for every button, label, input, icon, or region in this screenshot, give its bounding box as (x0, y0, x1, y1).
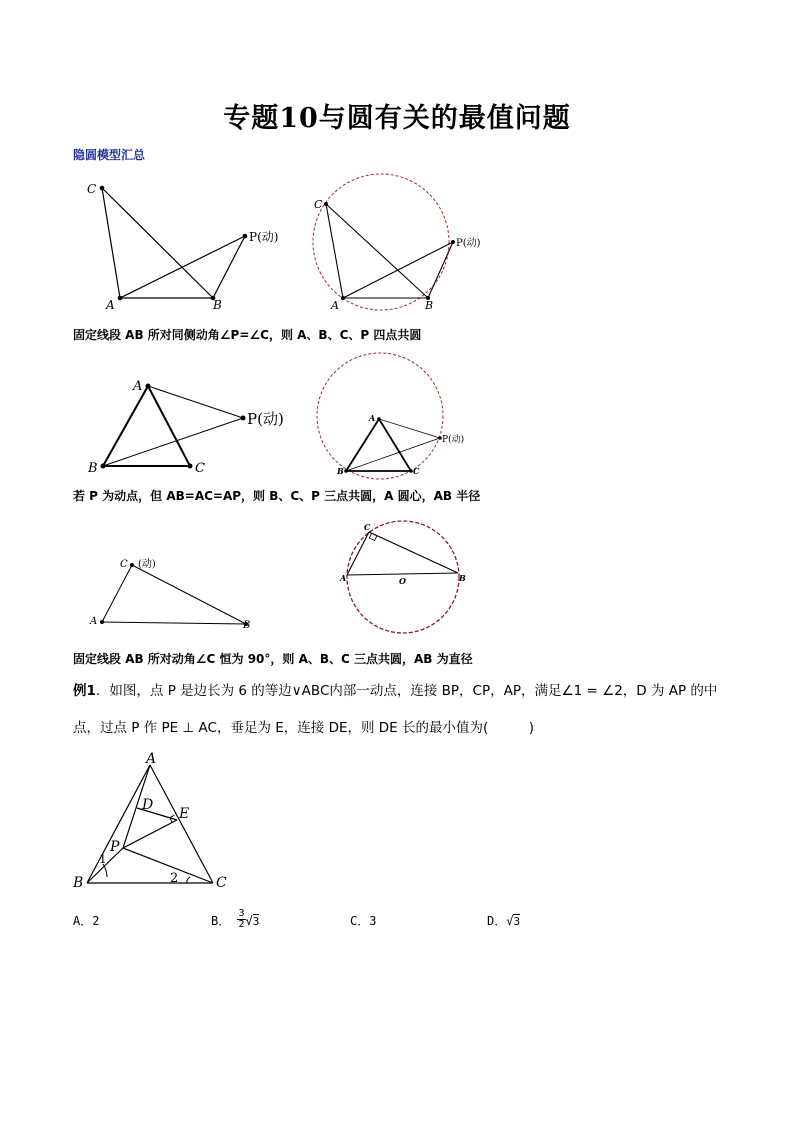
label-C-dynamic: (动) (138, 559, 156, 570)
fraction-denominator: 2 (238, 919, 245, 930)
caption-1: 固定线段 AB 所对同侧动角∠P=∠C，则 A、B、C、P 四点共圆 (73, 328, 422, 342)
label-C: C (364, 522, 371, 532)
section-heading: 隐圆模型汇总 (73, 148, 146, 162)
label-A: A (90, 616, 98, 627)
label-A: A (146, 752, 157, 767)
label-A: A (340, 573, 347, 583)
label-C: C (216, 875, 227, 891)
label-P-dynamic: P(动) (456, 238, 481, 249)
radicand: 3 (513, 915, 521, 928)
caption-3: 固定线段 AB 所对动角∠C 恒为 90°，则 A、B、C 三点共圆，AB 为直径 (73, 652, 473, 666)
label-B: B (425, 299, 434, 312)
label-C: C (87, 182, 97, 196)
angle-1-label: 1 (99, 852, 107, 866)
label-B: B (213, 298, 222, 312)
option-d[interactable] (487, 912, 520, 929)
option-c[interactable]: C．3 (350, 914, 377, 928)
fraction-numerator: 3 (238, 908, 245, 919)
label-D: D (142, 797, 154, 813)
option-b-prefix: B． (211, 914, 231, 928)
page-title: 专题10与圆有关的最值问题 (223, 103, 571, 134)
angle-2-label: 2 (170, 871, 179, 886)
label-P: P (110, 839, 120, 855)
figure-3-left (85, 552, 265, 632)
label-C: C (413, 466, 420, 476)
example-line-2: 点，过点 P 作 PE ⊥ AC，垂足为 E，连接 DE，则 DE 长的最小值为( ) (73, 720, 535, 736)
label-A: A (133, 379, 143, 394)
caption-2: 若 P 为动点，但 AB=AC=AP，则 B、C、P 三点共圆，A 圆心，AB 半径 (73, 489, 481, 503)
label-O: O (399, 576, 406, 586)
label-B: B (73, 875, 84, 891)
option-b[interactable] (211, 908, 260, 930)
label-B: B (88, 461, 98, 476)
label-P-dynamic: P(动) (247, 410, 284, 428)
label-B: B (459, 573, 466, 583)
radicand: 3 (252, 915, 260, 928)
label-E: E (179, 806, 190, 822)
label-B: B (337, 466, 344, 476)
label-A: A (106, 298, 115, 312)
example-figure (70, 752, 240, 897)
label-A: A (331, 299, 339, 312)
option-a[interactable]: A．2 (73, 914, 100, 928)
figure-1-left (80, 175, 300, 315)
example-line-1 (73, 676, 723, 707)
label-C: C (120, 559, 128, 570)
figure-2-right (310, 352, 500, 482)
sqrt-symbol: √ (245, 914, 253, 928)
figure-1-right (305, 168, 505, 318)
option-d-prefix: D． (487, 914, 507, 928)
figure-2-left (85, 375, 305, 480)
label-B: B (243, 620, 251, 631)
label-P-dynamic: P(动) (442, 435, 465, 445)
sqrt-symbol: √ (506, 914, 514, 928)
figure-3-right (335, 515, 475, 640)
example-label: 例1 (73, 683, 96, 699)
label-C: C (314, 198, 323, 211)
example-text-1: ．如图，点 P 是边长为 6 的等边∨ABC内部一动点，连接 BP，CP，AP，满足∠1 = ∠2，D 为 AP 的中 (95, 683, 718, 699)
label-C: C (195, 461, 205, 476)
label-P-dynamic: P(动) (249, 230, 279, 244)
fraction (237, 909, 245, 930)
label-A: A (369, 413, 376, 423)
